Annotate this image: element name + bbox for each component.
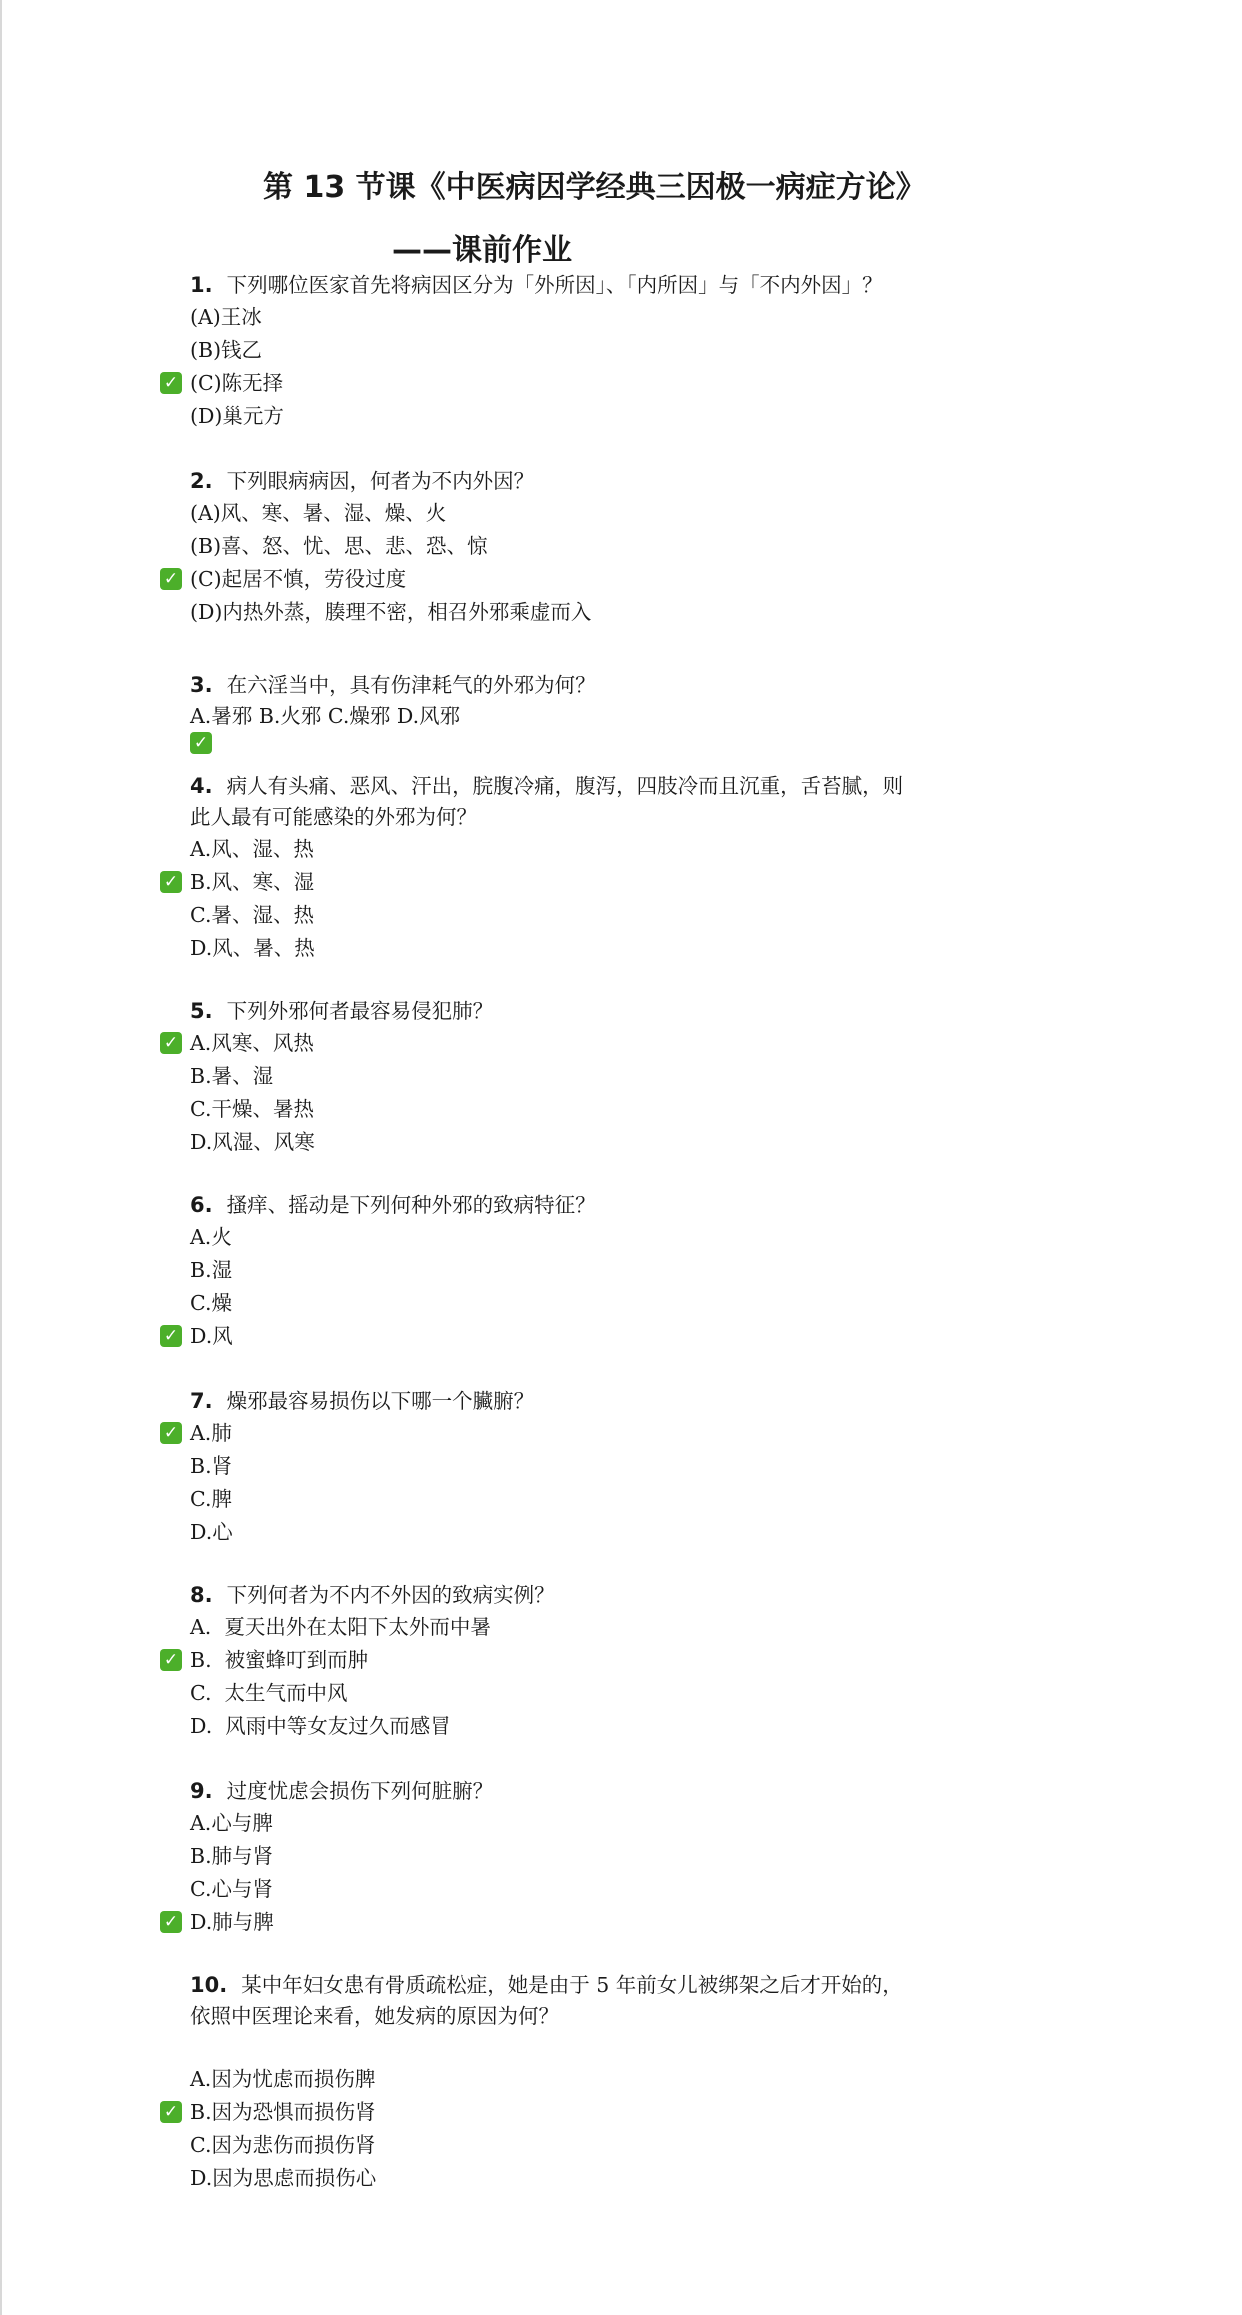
option-list	[163, 1221, 1070, 1353]
option-list	[163, 1417, 1070, 1549]
option-label: (D)巢元方	[190, 404, 284, 428]
option-d[interactable]	[163, 1906, 1070, 1939]
option-d[interactable]	[190, 1516, 1070, 1549]
option-b[interactable]	[190, 1060, 1070, 1093]
question-body-line1: 某中年妇女患有骨质疏松症，她是由于 5 年前女儿被绑架之后才开始的，	[241, 1973, 903, 1997]
option-label: D.风	[190, 1324, 233, 1348]
document-title: 第 13 节课《中医病因学经典三因极一病症方论》	[263, 170, 926, 205]
option-c[interactable]	[190, 1873, 1070, 1906]
option-label: C.脾	[190, 1487, 232, 1511]
question-4	[163, 771, 1070, 965]
question-number: 6.	[190, 1193, 213, 1217]
question-text	[190, 270, 1070, 301]
option-label: C.燥	[190, 1291, 232, 1315]
option-label: A.因为忧虑而损伤脾	[190, 2067, 376, 2091]
option-label: C.因为悲伤而损伤肾	[190, 2133, 376, 2157]
question-text	[190, 1386, 1070, 1417]
document-subtitle: ——课前作业	[392, 233, 572, 268]
option-b[interactable]	[190, 334, 1070, 367]
option-a[interactable]	[190, 833, 1070, 866]
question-9	[163, 1776, 1070, 1939]
option-d[interactable]	[190, 1710, 1070, 1743]
checkmark-icon: ✓	[160, 1032, 182, 1054]
question-7	[163, 1386, 1070, 1549]
option-label: A.风、湿、热	[190, 837, 314, 861]
option-a[interactable]	[190, 2063, 1070, 2096]
option-a[interactable]	[190, 1807, 1070, 1840]
question-6	[163, 1190, 1070, 1353]
option-d[interactable]	[190, 2162, 1070, 2195]
option-list	[163, 833, 1070, 965]
option-label: C. 太生气而中风	[190, 1681, 348, 1705]
question-8	[163, 1580, 1070, 1743]
question-text	[190, 1776, 1070, 1807]
option-c[interactable]	[190, 899, 1070, 932]
option-a[interactable]	[163, 1417, 1070, 1450]
option-label: A.火	[190, 1225, 232, 1249]
option-label: A.肺	[190, 1421, 232, 1445]
question-body: 在六淫当中，具有伤津耗气的外邪为何？	[226, 673, 596, 697]
checkmark-icon: ✓	[160, 871, 182, 893]
option-label: D.因为思虑而损伤心	[190, 2166, 377, 2190]
option-d[interactable]	[190, 932, 1070, 965]
option-label: D.心	[190, 1520, 233, 1544]
question-2	[163, 466, 1070, 629]
option-label: A.心与脾	[190, 1811, 273, 1835]
option-c[interactable]	[163, 367, 1070, 400]
checkmark-icon: ✓	[160, 1649, 182, 1671]
option-b[interactable]	[163, 1644, 1070, 1677]
option-c[interactable]	[190, 1677, 1070, 1710]
question-number: 8.	[190, 1583, 213, 1607]
option-label: D.风湿、风寒	[190, 1130, 315, 1154]
option-label: B.因为恐惧而损伤肾	[190, 2100, 376, 2124]
question-number: 7.	[190, 1389, 213, 1413]
option-label: (D)内热外蒸，腠理不密，相召外邪乘虚而入	[190, 600, 592, 624]
question-number: 1.	[190, 273, 213, 297]
checkmark-icon: ✓	[160, 1325, 182, 1347]
question-body: 下列何者为不内不外因的致病实例？	[226, 1583, 555, 1607]
question-number: 10.	[190, 1973, 228, 1997]
question-text	[190, 996, 1070, 1027]
question-number: 9.	[190, 1779, 213, 1803]
question-3	[190, 670, 1070, 754]
question-1	[163, 270, 1070, 433]
option-list	[163, 1611, 1070, 1743]
checkmark-icon: ✓	[160, 1911, 182, 1933]
checkmark-icon: ✓	[160, 568, 182, 590]
option-b[interactable]	[190, 530, 1070, 563]
option-label: C.暑、湿、热	[190, 903, 314, 927]
option-label: B.肺与肾	[190, 1844, 274, 1868]
option-b[interactable]	[163, 2096, 1070, 2129]
option-b[interactable]	[190, 1840, 1070, 1873]
question-text	[190, 466, 1070, 497]
question-text	[190, 1970, 1070, 2001]
inline-option-list[interactable]: A.暑邪 B.火邪 C.燥邪 D.风邪	[190, 704, 461, 728]
option-label: (C)陈无择	[190, 371, 284, 395]
option-label: C.干燥、暑热	[190, 1097, 314, 1121]
option-a[interactable]	[190, 1221, 1070, 1254]
option-label: (B)钱乙	[190, 338, 263, 362]
option-a[interactable]	[163, 1027, 1070, 1060]
option-list	[163, 1807, 1070, 1939]
question-text	[190, 1580, 1070, 1611]
option-d[interactable]	[163, 1320, 1070, 1353]
option-d[interactable]	[190, 1126, 1070, 1159]
option-list	[163, 1027, 1070, 1159]
question-number: 2.	[190, 469, 213, 493]
question-body: 下列外邪何者最容易侵犯肺？	[226, 999, 494, 1023]
option-c[interactable]	[190, 1093, 1070, 1126]
question-10	[163, 1970, 1070, 2195]
option-c[interactable]	[190, 1483, 1070, 1516]
checkmark-icon: ✓	[160, 2101, 182, 2123]
question-body-line2: 依照中医理论来看，她发病的原因为何？	[190, 2004, 559, 2028]
option-label: B.湿	[190, 1258, 233, 1282]
option-c[interactable]	[190, 1287, 1070, 1320]
checkmark-icon: ✓	[160, 372, 182, 394]
option-label: (B)喜、怒、忧、思、悲、恐、惊	[190, 534, 488, 558]
option-c[interactable]	[190, 2129, 1070, 2162]
question-body: 燥邪最容易损伤以下哪一个臟腑？	[226, 1389, 535, 1413]
option-label: B. 被蜜蜂叮到而肿	[190, 1648, 369, 1672]
option-a[interactable]	[190, 497, 1070, 530]
option-label: A.风寒、风热	[190, 1031, 314, 1055]
option-a[interactable]	[190, 301, 1070, 334]
question-5	[163, 996, 1070, 1159]
option-label: B.风、寒、湿	[190, 870, 315, 894]
option-label: (A)风、寒、暑、湿、燥、火	[190, 501, 447, 525]
option-label: A. 夏天出外在太阳下太外而中暑	[190, 1615, 491, 1639]
option-a[interactable]	[190, 1611, 1070, 1644]
option-label: (A)王冰	[190, 305, 262, 329]
option-c[interactable]	[163, 563, 1070, 596]
question-body-line1: 病人有头痛、恶风、汗出，脘腹冷痛，腹泻，四肢冷而且沉重，舌苔腻，则	[226, 774, 904, 798]
option-label: B.暑、湿	[190, 1064, 274, 1088]
option-b[interactable]	[190, 1450, 1070, 1483]
option-label: B.肾	[190, 1454, 233, 1478]
checkmark-icon: ✓	[160, 1422, 182, 1444]
question-body: 过度忧虑会损伤下列何脏腑？	[226, 1779, 494, 1803]
question-number: 4.	[190, 774, 213, 798]
option-d[interactable]	[190, 596, 1070, 629]
option-label: D.肺与脾	[190, 1910, 274, 1934]
question-body-line2: 此人最有可能感染的外邪为何？	[190, 805, 477, 829]
option-list	[163, 2063, 1070, 2195]
option-label: D. 风雨中等女友过久而感冒	[190, 1714, 451, 1738]
option-label: D.风、暑、热	[190, 936, 315, 960]
question-number: 5.	[190, 999, 213, 1023]
option-list	[163, 301, 1070, 433]
question-number: 3.	[190, 673, 213, 697]
page-edge	[0, 0, 2, 2315]
option-list	[163, 497, 1070, 629]
blank-line	[190, 2032, 1070, 2063]
question-body: 搔痒、摇动是下列何种外邪的致病特征？	[226, 1193, 596, 1217]
option-label: C.心与肾	[190, 1877, 273, 1901]
question-body: 下列眼病病因，何者为不内外因？	[226, 469, 535, 493]
option-label: (C)起居不慎，劳役过度	[190, 567, 407, 591]
question-text	[190, 771, 1070, 802]
question-body: 下列哪位医家首先将病因区分为「外所因」、「内所因」与「不内外因」？	[226, 273, 883, 297]
checkmark-icon: ✓	[190, 732, 212, 754]
option-b[interactable]	[163, 866, 1070, 899]
question-text	[190, 1190, 1070, 1221]
option-d[interactable]	[190, 400, 1070, 433]
question-text	[190, 670, 1070, 701]
option-b[interactable]	[190, 1254, 1070, 1287]
